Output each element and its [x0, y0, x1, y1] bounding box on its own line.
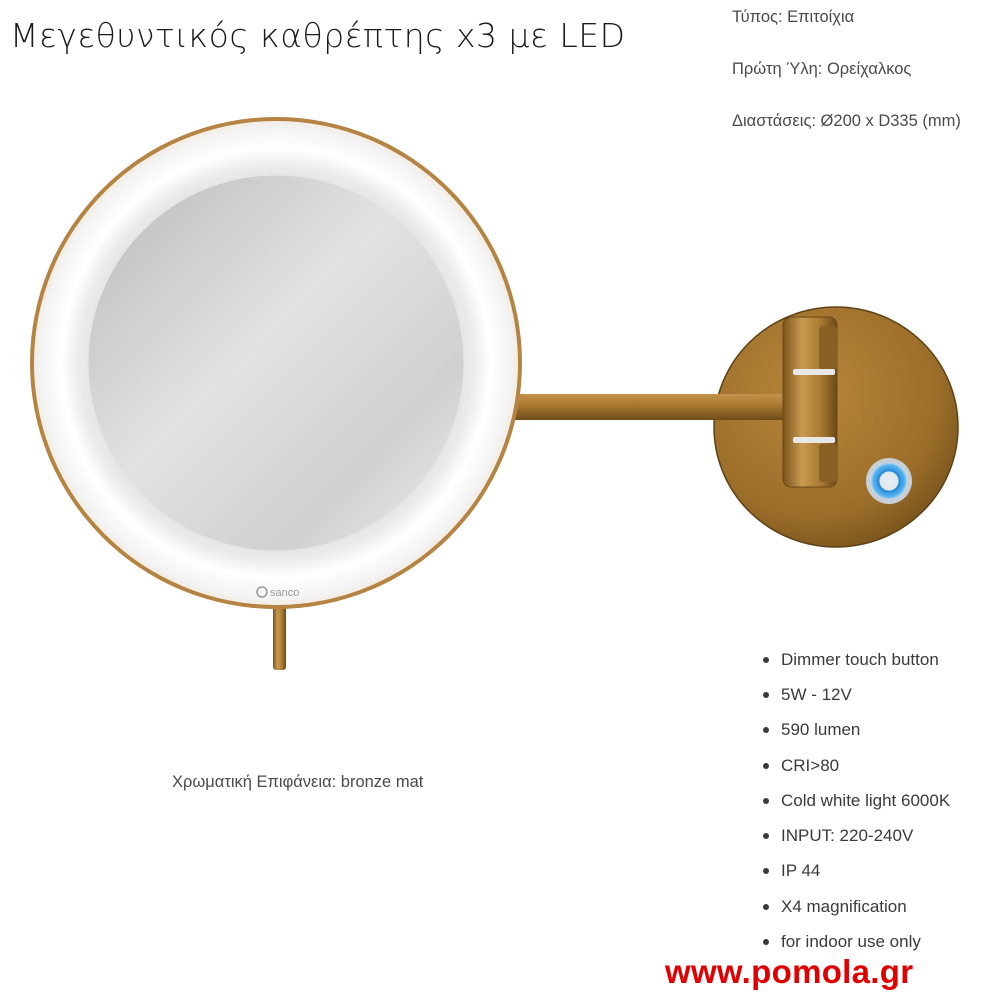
- list-item: Dimmer touch button: [763, 642, 950, 677]
- list-item: 590 lumen: [763, 713, 950, 748]
- touch-button-icon: [866, 458, 912, 504]
- mirror-glass: [87, 174, 465, 552]
- mirror-image: [0, 110, 1000, 690]
- list-item: Cold white light 6000K: [763, 783, 950, 818]
- page-title: Μεγεθυντικός καθρέπτης x3 με LED: [10, 16, 626, 55]
- brand-mark-text: sanco: [270, 587, 300, 599]
- list-item: IP 44: [763, 854, 950, 889]
- list-item: INPUT: 220-240V: [763, 818, 950, 853]
- spec-type: Τύπος: Επιτοίχια: [732, 8, 855, 26]
- finish-label: Χρωματική Επιφάνεια: bronze mat: [172, 773, 424, 791]
- list-item: for indoor use only: [763, 924, 950, 959]
- list-item: CRI>80: [763, 748, 950, 783]
- list-item: X4 magnification: [763, 889, 950, 924]
- spec-material: Πρώτη Ύλη: Ορείχαλκος: [732, 60, 912, 78]
- list-item: 5W - 12V: [763, 677, 950, 712]
- feature-list: [763, 642, 950, 960]
- website-link[interactable]: www.pomola.gr: [665, 953, 914, 990]
- mirror-stem: [273, 600, 286, 670]
- spec-dimensions: Διαστάσεις: Ø200 x D335 (mm): [732, 112, 961, 130]
- mirror-arm: [508, 394, 798, 420]
